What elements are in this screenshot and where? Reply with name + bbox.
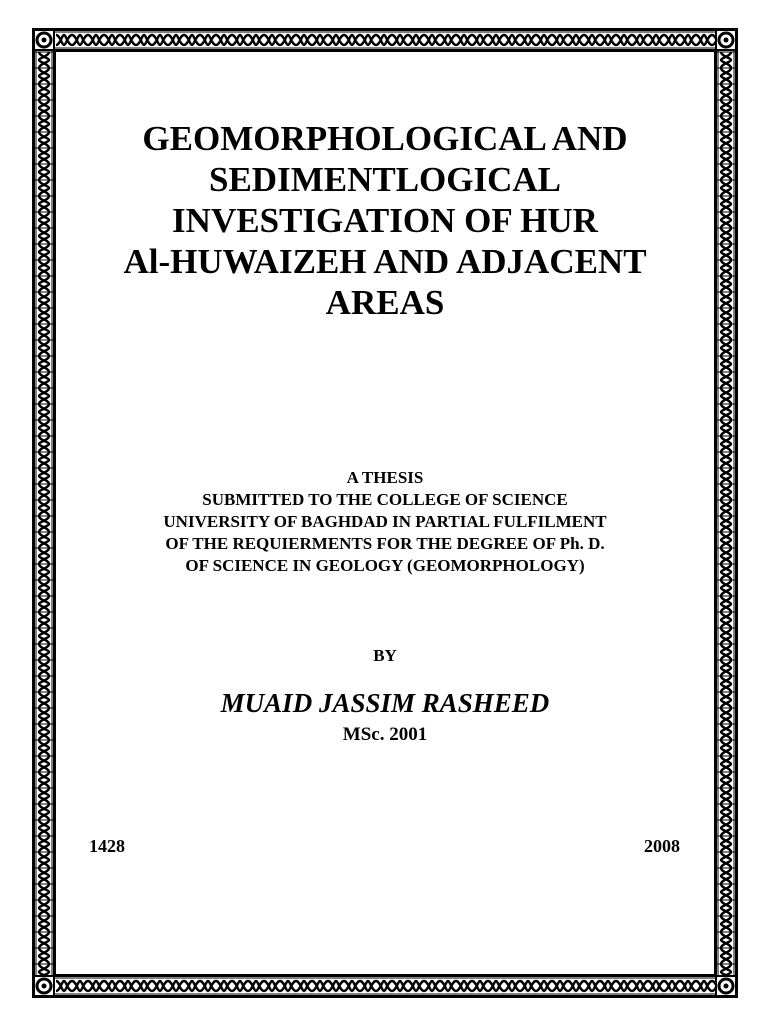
year-gregorian: 2008 (644, 836, 680, 856)
title-line: INVESTIGATION OF HUR (172, 201, 598, 240)
title-line: AREAS (325, 283, 445, 322)
by-label: BY (373, 646, 397, 665)
thesis-line: A THESIS (346, 468, 424, 487)
thesis-title (58, 118, 712, 323)
thesis-line: OF THE REQUIERMENTS FOR THE DEGREE OF Ph. D. (165, 534, 605, 553)
thesis-line: UNIVERSITY OF BAGHDAD IN PARTIAL FULFILMENT (163, 512, 607, 531)
thesis-line: OF SCIENCE IN GEOLOGY (GEOMORPHOLOGY) (185, 556, 585, 575)
author-degree: MSc. 2001 (342, 724, 428, 745)
title-page (58, 55, 712, 970)
thesis-statement (58, 467, 712, 577)
title-line: GEOMORPHOLOGICAL AND (142, 119, 628, 158)
author-name: MUAID JASSIM RASHEED (220, 688, 550, 718)
title-line: SEDIMENTLOGICAL (208, 160, 562, 199)
title-line: Al-HUWAIZEH AND ADJACENT (123, 242, 647, 281)
year-hijri: 1428 (89, 836, 125, 856)
thesis-line: SUBMITTED TO THE COLLEGE OF SCIENCE (202, 490, 568, 509)
